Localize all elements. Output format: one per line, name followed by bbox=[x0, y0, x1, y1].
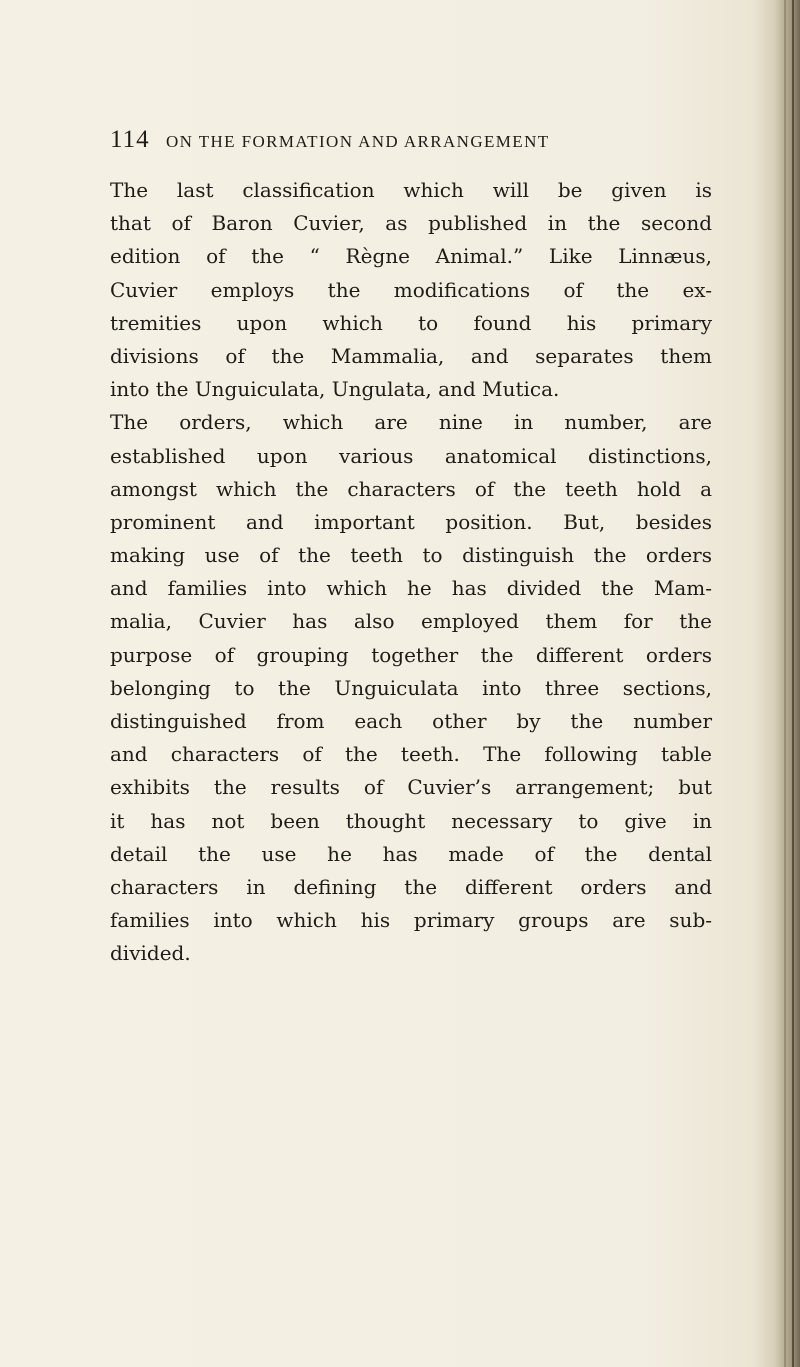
text-line: and characters of the teeth. The following table bbox=[110, 742, 712, 767]
text-line: The orders, which are nine in number, are bbox=[110, 410, 712, 435]
text-line: characters in defining the different orders and bbox=[110, 874, 712, 899]
text-line: The last classification which will be given is bbox=[110, 178, 712, 202]
text-line: tremities upon which to found his primary bbox=[110, 310, 712, 335]
text-line: detail the use he has made of the dental bbox=[110, 841, 712, 866]
text-line: belonging to the Unguiculata into three sections, bbox=[110, 675, 712, 700]
text-line: divisions of the Mammalia, and separates them bbox=[110, 343, 712, 368]
text-line: amongst which the characters of the teeth hold a bbox=[110, 476, 712, 501]
text-line: prominent and important position. But, besides bbox=[110, 509, 712, 534]
text-line: and families into which he has divided the Mam- bbox=[110, 576, 712, 601]
running-head-title: ON THE FORMATION AND ARRANGEMENT bbox=[166, 132, 550, 151]
text-line: into the Unguiculata, Ungulata, and Mutica. bbox=[110, 377, 560, 402]
text-line: distinguished from each other by the number bbox=[110, 709, 712, 733]
text-line: that of Baron Cuvier, as published in the second bbox=[110, 211, 712, 236]
text-line: Cuvier employs the modifications of the ex- bbox=[110, 277, 712, 302]
page-edge-line bbox=[792, 0, 794, 1367]
running-header bbox=[110, 126, 710, 154]
text-line: purpose of grouping together the different orders bbox=[110, 642, 712, 667]
text-line: established upon various anatomical distinctions, bbox=[110, 443, 712, 468]
body-text bbox=[110, 174, 712, 971]
text-line: making use of the teeth to distinguish the orders bbox=[110, 543, 712, 568]
text-line: it has not been thought necessary to give in bbox=[110, 808, 712, 833]
text-line: families into which his primary groups are sub- bbox=[110, 908, 712, 933]
text-line: exhibits the results of Cuvier’s arrangement; but bbox=[110, 775, 712, 800]
page-number: 114 bbox=[110, 126, 150, 153]
text-line: edition of the “ Règne Animal.” Like Linnæus, bbox=[110, 244, 712, 269]
text-line: divided. bbox=[110, 941, 191, 966]
page-edge-line bbox=[784, 0, 786, 1367]
text-line: malia, Cuvier has also employed them for the bbox=[110, 609, 712, 634]
